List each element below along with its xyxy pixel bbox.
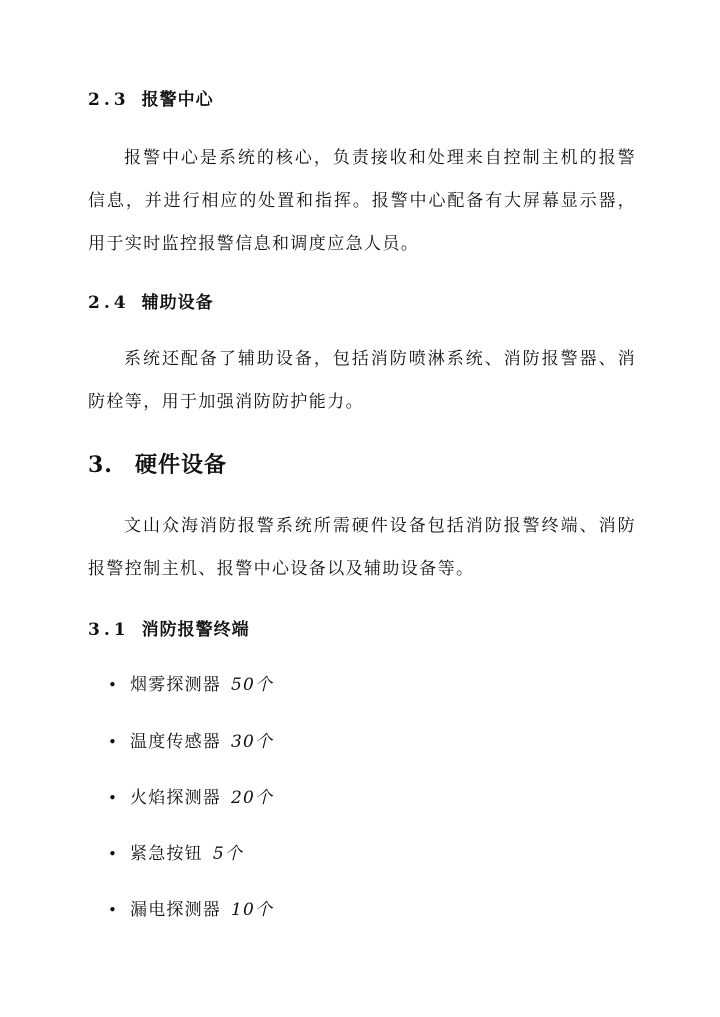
device-quantity: 10个 xyxy=(231,900,274,920)
heading-number: 2.3 xyxy=(88,90,130,110)
heading-title: 辅助设备 xyxy=(141,293,214,313)
heading-3-1 xyxy=(88,618,636,642)
device-name: 漏电探测器 xyxy=(130,900,221,920)
device-quantity: 50个 xyxy=(231,675,274,695)
heading-title: 硬件设备 xyxy=(134,452,227,478)
heading-number: 2.4 xyxy=(88,293,130,313)
list-item xyxy=(108,898,273,922)
list-item xyxy=(108,673,273,697)
heading-3 xyxy=(88,450,636,480)
heading-number: 3. xyxy=(88,452,113,478)
heading-title: 报警中心 xyxy=(141,90,214,110)
device-quantity: 5个 xyxy=(212,844,244,864)
bullet-icon: • xyxy=(108,789,119,807)
device-name: 紧急按钮 xyxy=(130,844,203,864)
paragraph-2-3: 报警中心是系统的核心，负责接收和处理来自控制主机的报警信息，并进行相应的处置和指挥。报警中心配备有大屏幕显示器，用于实时监控报警信息和调度应急人员。 xyxy=(88,148,636,254)
device-name: 火焰探测器 xyxy=(130,788,221,808)
bullet-icon: • xyxy=(108,733,119,751)
device-quantity: 20个 xyxy=(231,788,274,808)
bullet-icon: • xyxy=(108,845,119,863)
heading-title: 消防报警终端 xyxy=(141,620,250,640)
heading-2-4 xyxy=(88,291,636,315)
paragraph-3: 文山众海消防报警系统所需硬件设备包括消防报警终端、消防报警控制主机、报警中心设备以及辅助设备等。 xyxy=(88,516,636,579)
list-item xyxy=(108,730,273,754)
paragraph-2-4: 系统还配备了辅助设备，包括消防喷淋系统、消防报警器、消防栓等，用于加强消防防护能力。 xyxy=(88,349,636,412)
heading-2-3 xyxy=(88,88,636,112)
device-name: 烟雾探测器 xyxy=(130,675,221,695)
list-item xyxy=(108,842,243,866)
device-quantity: 30个 xyxy=(231,732,274,752)
list-item xyxy=(108,786,273,810)
bullet-icon: • xyxy=(108,676,119,694)
bullet-icon: • xyxy=(108,901,119,919)
heading-number: 3.1 xyxy=(88,620,130,640)
device-name: 温度传感器 xyxy=(130,732,221,752)
